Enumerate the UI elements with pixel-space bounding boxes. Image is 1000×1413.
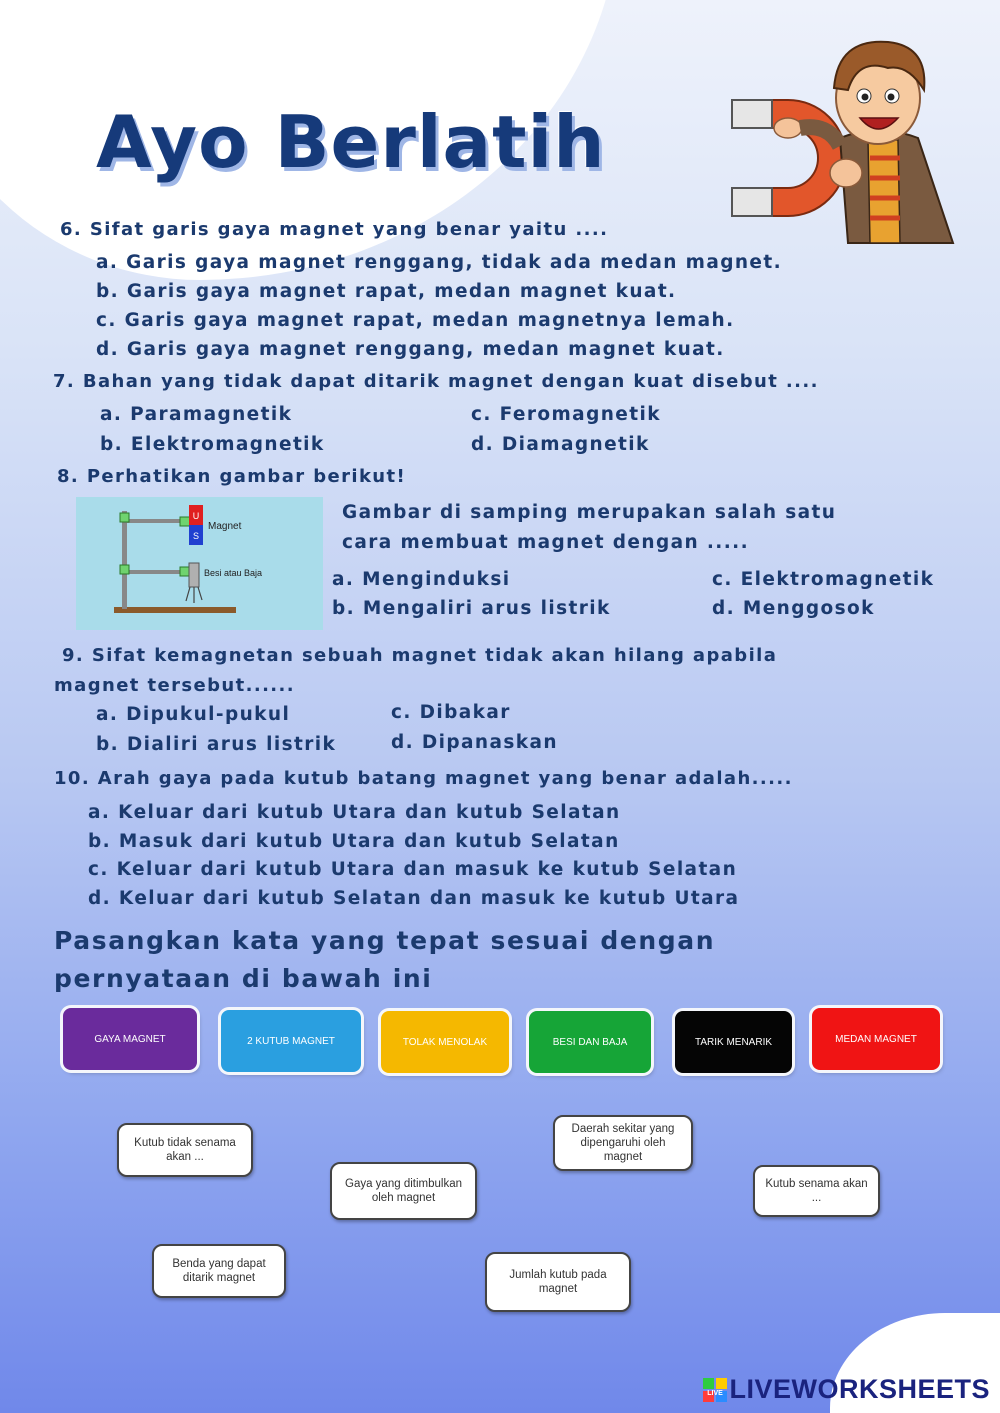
question-8-option-d[interactable]: d. Menggosok <box>712 598 875 619</box>
question-6-option-d[interactable]: d. Garis gaya magnet renggang, medan magnet kuat. <box>96 339 725 360</box>
word-tile-tarik-menarik[interactable]: TARIK MENARIK <box>675 1011 792 1073</box>
question-7-option-c[interactable]: c. Feromagnetik <box>471 404 661 425</box>
liveworksheets-logo <box>703 1374 990 1405</box>
question-10-option-c[interactable]: c. Keluar dari kutub Utara dan masuk ke kutub Selatan <box>88 859 738 880</box>
matching-instruction-line2: pernyataan di bawah ini <box>54 964 433 993</box>
pole-south-label: S <box>192 531 200 541</box>
question-7-option-b[interactable]: b. Elektromagnetik <box>100 434 325 455</box>
question-9-option-b[interactable]: b. Dialiri arus listrik <box>96 734 337 755</box>
statement-card-daerah-sekitar[interactable]: Daerah sekitar yang dipengaruhi oleh magnet <box>553 1115 693 1171</box>
boy-with-magnet-illustration <box>728 28 968 248</box>
question-7-text: 7. Bahan yang tidak dapat ditarik magnet dengan kuat disebut .... <box>53 371 819 392</box>
statement-card-jumlah-kutub[interactable]: Jumlah kutub pada magnet <box>485 1252 631 1312</box>
statement-card-kutub-senama[interactable]: Kutub senama akan ... <box>753 1165 880 1217</box>
liveworksheets-icon-letters: LIVE <box>707 1389 724 1397</box>
question-9-text-line1: 9. Sifat kemagnetan sebuah magnet tidak akan hilang apabila <box>62 645 778 666</box>
word-tile-medan-magnet[interactable]: MEDAN MAGNET <box>812 1008 940 1070</box>
liveworksheets-brand: LIVEWORKSHEETS <box>729 1374 990 1404</box>
question-8-option-a[interactable]: a. Menginduksi <box>332 569 511 590</box>
word-tile-gaya-magnet[interactable]: GAYA MAGNET <box>63 1008 197 1070</box>
figure-label-magnet: Magnet <box>208 521 242 532</box>
question-6-option-b[interactable]: b. Garis gaya magnet rapat, medan magnet kuat. <box>96 281 677 302</box>
word-tile-2-kutub-magnet[interactable]: 2 KUTUB MAGNET <box>221 1010 361 1072</box>
word-tile-besi-dan-baja[interactable]: BESI DAN BAJA <box>529 1011 651 1073</box>
magnet-induction-figure <box>76 497 323 630</box>
figure-label-besi: Besi atau Baja <box>204 568 263 578</box>
question-8-description-line2: cara membuat magnet dengan ..... <box>342 532 750 553</box>
question-10-option-a[interactable]: a. Keluar dari kutub Utara dan kutub Selatan <box>88 802 621 823</box>
question-9-option-d[interactable]: d. Dipanaskan <box>391 732 558 753</box>
statement-card-benda-ditarik-magnet[interactable]: Benda yang dapat ditarik magnet <box>152 1244 286 1298</box>
matching-instruction-line1: Pasangkan kata yang tepat sesuai dengan <box>54 926 716 955</box>
question-9-text-line2: magnet tersebut...... <box>54 675 296 696</box>
question-8-description-line1: Gambar di samping merupakan salah satu <box>342 502 837 523</box>
pole-north-label: U <box>192 511 200 521</box>
question-8-option-c[interactable]: c. Elektromagnetik <box>712 569 935 590</box>
question-6-option-a[interactable]: a. Garis gaya magnet renggang, tidak ada medan magnet. <box>96 252 783 273</box>
question-8-option-b[interactable]: b. Mengaliri arus listrik <box>332 598 611 619</box>
question-7-option-a[interactable]: a. Paramagnetik <box>100 404 293 425</box>
question-10-option-d[interactable]: d. Keluar dari kutub Selatan dan masuk ke kutub Utara <box>88 888 740 909</box>
question-10-text: 10. Arah gaya pada kutub batang magnet yang benar adalah..... <box>54 768 793 789</box>
question-7-option-d[interactable]: d. Diamagnetik <box>471 434 650 455</box>
question-6-option-c[interactable]: c. Garis gaya magnet rapat, medan magnetnya lemah. <box>96 310 735 331</box>
question-10-option-b[interactable]: b. Masuk dari kutub Utara dan kutub Selatan <box>88 831 620 852</box>
question-6-text: 6. Sifat garis gaya magnet yang benar yaitu .... <box>60 219 609 240</box>
matching-instruction <box>54 922 715 998</box>
page-title: Ayo Berlatih <box>96 100 606 184</box>
statement-card-gaya-yang-ditimbulkan[interactable]: Gaya yang ditimbulkan oleh magnet <box>330 1162 477 1220</box>
word-tile-tolak-menolak[interactable]: TOLAK MENOLAK <box>381 1011 509 1073</box>
induction-stand-diagram <box>76 497 323 630</box>
statement-card-kutub-tidak-senama[interactable]: Kutub tidak senama akan ... <box>117 1123 253 1177</box>
question-8-text: 8. Perhatikan gambar berikut! <box>57 466 407 487</box>
question-9-option-c[interactable]: c. Dibakar <box>391 702 511 723</box>
question-9-option-a[interactable]: a. Dipukul-pukul <box>96 704 291 725</box>
liveworksheets-icon <box>703 1378 727 1402</box>
